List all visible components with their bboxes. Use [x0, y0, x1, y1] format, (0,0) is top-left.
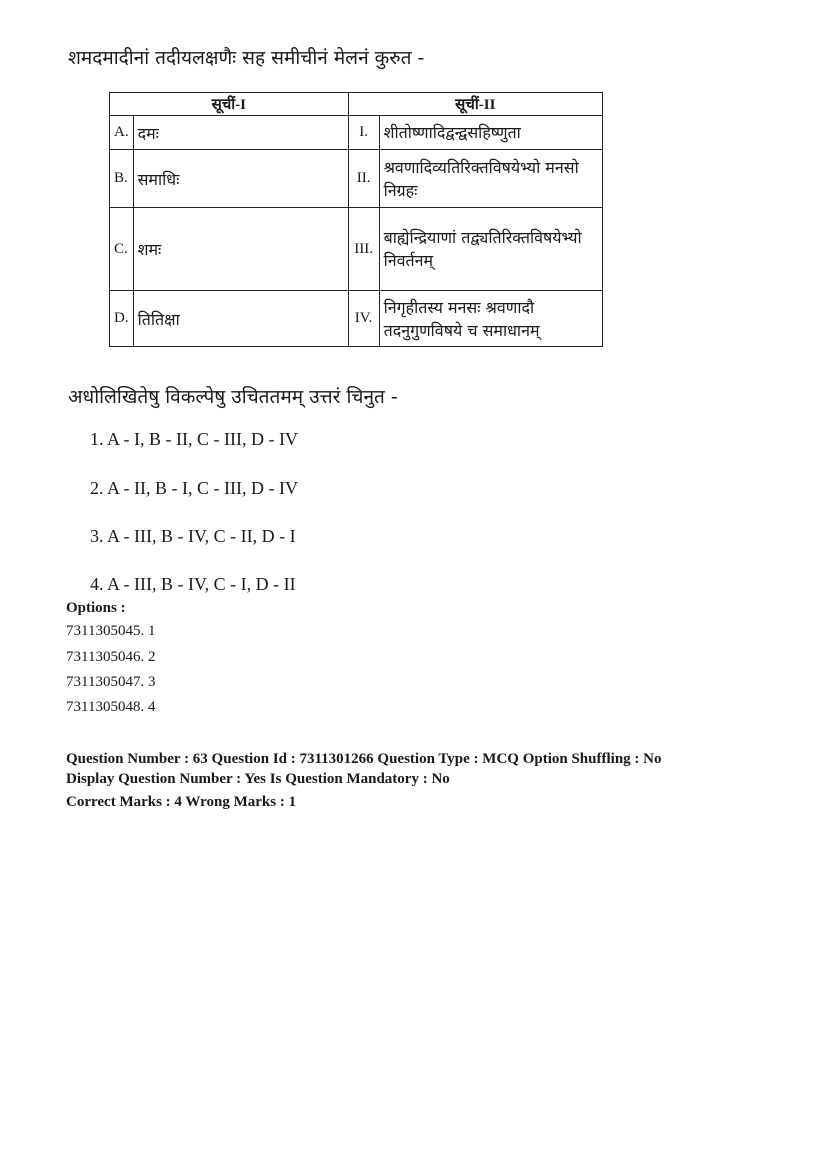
row-roman: IV. — [348, 291, 379, 347]
answer-option-2: 2. A - II, B - I, C - III, D - IV — [90, 478, 298, 498]
list-1-header — [110, 93, 349, 116]
row-definition: बाह्येन्द्रियाणां तद्व्यतिरिक्तविषयेभ्यो निवर्तनम् — [379, 208, 602, 291]
row-label: A. — [110, 116, 134, 150]
option-id-1: 7311305045. 1 — [66, 623, 156, 639]
next-question-marks: Correct Marks : 4 Wrong Marks : 1 — [66, 794, 297, 810]
options-label: Options : — [66, 600, 126, 616]
option-id-3: 7311305047. 3 — [66, 674, 156, 690]
row-term: तितिक्षा — [133, 291, 348, 347]
match-table — [109, 92, 603, 347]
option-id-2: 7311305046. 2 — [66, 649, 156, 665]
answer-option-3: 3. A - III, B - IV, C - II, D - I — [90, 526, 296, 546]
list-2-header — [348, 93, 602, 116]
list-1-header-word: सूचीं — [211, 95, 236, 113]
row-term: दमः — [133, 116, 348, 150]
row-definition: शीतोष्णादिद्वन्द्वसहिष्णुता — [379, 116, 602, 150]
table-row — [110, 150, 603, 208]
row-label: B. — [110, 150, 134, 208]
row-roman: II. — [348, 150, 379, 208]
next-question-info-line-2: Display Question Number : Yes Is Question Mandatory : No — [66, 771, 450, 787]
row-definition: निगृहीतस्य मनसः श्रवणादौ तदनुगुणविषये च समाधानम् — [379, 291, 602, 347]
row-label: D. — [110, 291, 134, 347]
table-row — [110, 208, 603, 291]
row-term: समाधिः — [133, 150, 348, 208]
option-id-4: 7311305048. 4 — [66, 699, 156, 715]
answer-option-1: 1. A - I, B - II, C - III, D - IV — [90, 429, 298, 449]
next-question-info-line-1: Question Number : 63 Question Id : 7311301266 Question Type : MCQ Option Shuffling : No — [66, 751, 662, 767]
question-title: शमदमादीनां तदीयलक्षणैः सह समीचीनं मेलनं कुरुत - — [68, 47, 425, 69]
list-2-header-word: सूचीं — [455, 95, 479, 113]
row-term: शमः — [133, 208, 348, 291]
table-header-row — [110, 93, 603, 116]
table-row — [110, 116, 603, 150]
row-label: C. — [110, 208, 134, 291]
question-instruction: अधोलिखितेषु विकल्पेषु उचिततमम् उत्तरं चिनुत - — [68, 386, 398, 408]
list-1-header-num: -I — [235, 97, 246, 113]
row-roman: I. — [348, 116, 379, 150]
row-definition: श्रवणादिव्यतिरिक्तविषयेभ्यो मनसो निग्रहः — [379, 150, 602, 208]
row-roman: III. — [348, 208, 379, 291]
table-row — [110, 291, 603, 347]
list-2-header-num: -II — [478, 97, 496, 113]
answer-option-4: 4. A - III, B - IV, C - I, D - II — [90, 574, 296, 594]
